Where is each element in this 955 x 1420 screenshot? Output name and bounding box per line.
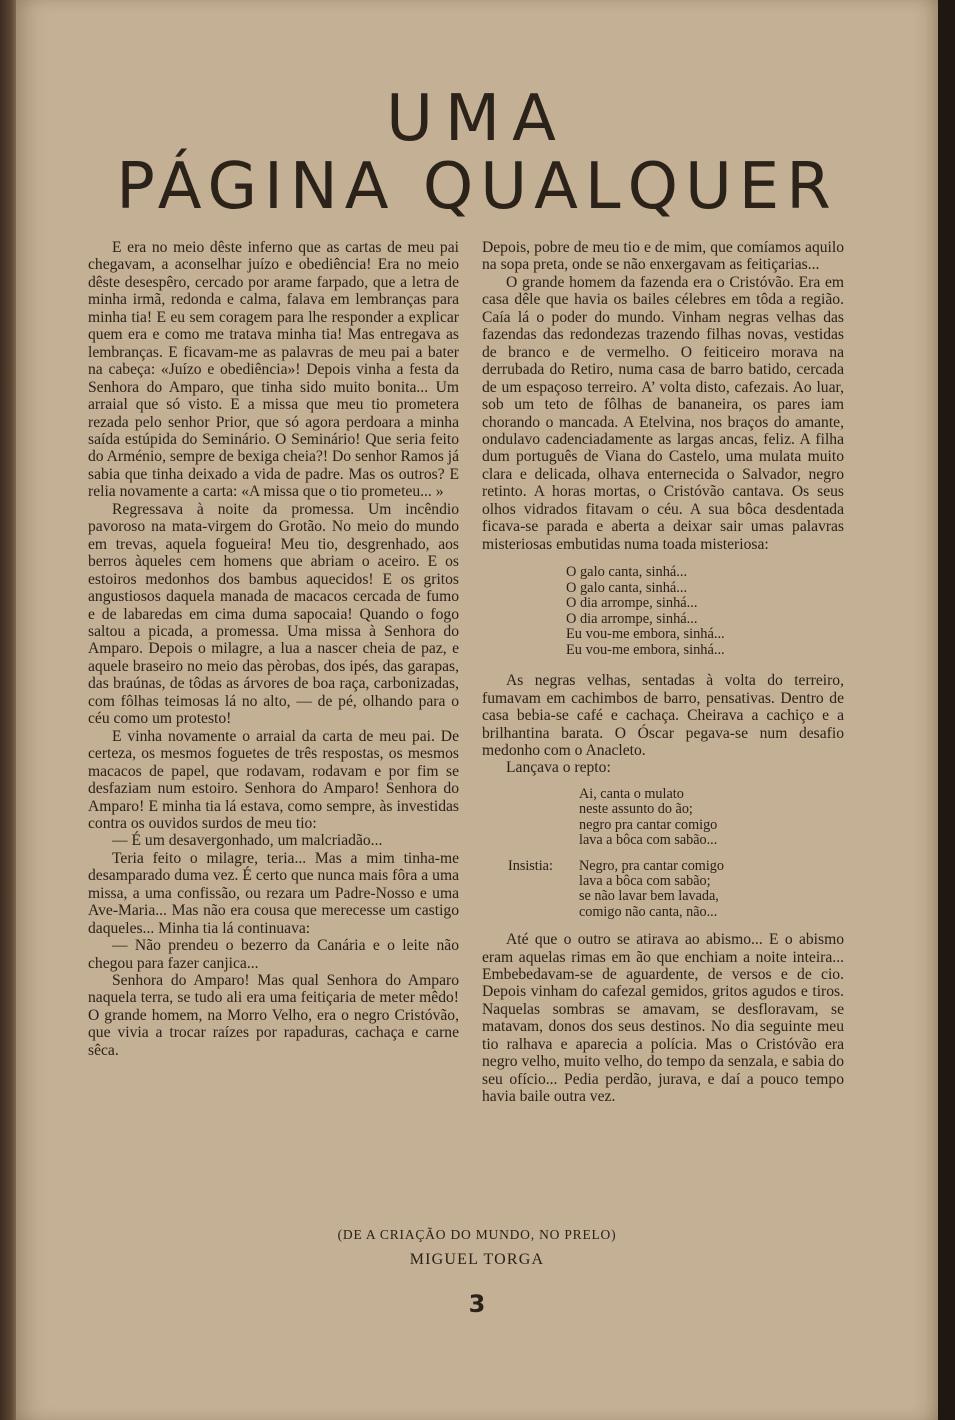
paragraph: As negras velhas, sentadas à volta do terreiro, fumavam em cachimbos de barro, pensativas. Dentro de casa bebia-se café e cachaça. Cheirava a cachiço e a brilhantina barata. O Óscar pegava-se num desafio medonho com o Anacleto.: [482, 672, 844, 759]
reply-label: Insistia:: [508, 857, 553, 874]
verse-line: Eu vou-me embora, sinhá...: [566, 641, 725, 658]
paragraph: Até que o outro se atirava ao abismo... E o abismo eram aquelas rimas em ão que enchiam a noite inteira... Embebedavam-se de aguardente, de versos e de cio. Depois vinham do cafezal gemidos, gritos agudos e tiros. Naquelas sombras se amavam, se desfloravam, se matavam, donos dos seus destinos. No dia seguinte meu tio ralhava e aparecia a polícia. Mas o Cristóvão era negro velho, muito velho, do tempo da senzala, e sabia do seu ofício... Pedia perdão, jurava, e daí a pouco tempo havia baile outra vez.: [482, 931, 844, 1106]
author-name: MIGUEL TORGA: [409, 1251, 545, 1268]
paragraph: E vinha novamente o arraial da carta de meu pai. De certeza, os mesmos foguetes de três respostas, os mesmos macacos de papel, que rodavam, rodavam e por fim se desfaziam num estoiro. Senhora do Amparo! Senhora do Amparo! E minha tia lá estava, como sempre, às investidas contra os ouvidos surdos de meu tio:: [88, 727, 459, 832]
verse-line: lava a bôca com sabão...: [579, 832, 718, 849]
title-line-1: UMA: [386, 82, 568, 156]
verse-line: comigo não canta, não...: [579, 903, 718, 920]
reply-verse: [482, 859, 844, 921]
verse-line: Negro, pra cantar comigo: [579, 857, 724, 874]
verse-line: O galo canta, sinhá...: [566, 564, 688, 581]
paragraph: Depois, pobre de meu tio e de mim, que comíamos aquilo na sopa preta, onde se não enxergavam as feitiçarias...: [482, 239, 844, 274]
paragraph: Lançava o repto:: [506, 759, 611, 777]
title-line-2: PÁGINA QUALQUER: [116, 150, 838, 224]
song-verse: [566, 565, 844, 658]
challenge-verse: [482, 787, 844, 849]
paragraph: E era no meio dêste inferno que as cartas de meu pai chegavam, a aconselhar juízo e obediência! Era no meio dêste desespêro, cercado por arame farpado, que a letra de minha irmã, redonda e calma, falava em lembranças para minha tia! E eu sem coragem para lhe responder a explicar quem era e como me tratava minha tia! Mas entregava as lembranças. E ficavam-me as palavras de meu pai a bater na cabeça: «Juízo e obediência»! Depois vinha a festa da Senhora do Amparo, que tinha sido muito bonita... Um arraial que só visto. E a missa que meu tio prometera rezada pelo senhor Prior, que só agora perdoara a minha saída estúpida do Seminário. O Seminário! Que seria feito do Arménio, sempre de bexiga cheia?! Do senhor Ramos já sabia que tinha deixado a vida de padre. Mas os outros? E relia novamente a carta: «A missa que o tio prometeu... »: [88, 239, 459, 501]
page: [16, 0, 938, 1420]
paragraph: Teria feito o milagre, teria... Mas a mim tinha-me desamparado duma vez. É certo que nunca mais fôra a uma missa, a uma confissão, ou rezara um Padre-Nosso e uma Ave-Maria... Mas não era cousa que merecesse um castigo daqueles... Minha tia lá continuava:: [88, 849, 459, 937]
verse-line: O galo canta, sinhá...: [566, 579, 688, 596]
verse-line: lava a bôca com sabão;: [579, 872, 711, 889]
column-left: [88, 239, 459, 1059]
verse-line: O dia arrompe, sinhá...: [566, 610, 698, 627]
verse-line: se não lavar bem lavada,: [579, 888, 719, 905]
verse-line: Ai, canta o mulato: [579, 785, 684, 802]
paragraph: Senhora do Amparo! Mas qual Senhora do Amparo naquela terra, se tudo ali era uma feitiçaria de meter mêdo! O grande homem, na Morro Velho, era o negro Cristóvão, que vivia a trocar raízes por rapaduras, cachaça e carne sêca.: [88, 972, 459, 1059]
page-number: 3: [468, 1290, 486, 1318]
verse-line: negro pra cantar comigo: [579, 816, 718, 833]
paragraph: O grande homem da fazenda era o Cristóvão. Era em casa dêle que havia os bailes célebres em tôda a região. Caía lá o poder do mundo. Vinham negras velhas das fazendas das redondezas trazendo filhas novas, vestidas de branco e de vermelho. O feiticeiro morava na derrubada do Retiro, numa casa de barro batido, cercada de um espaçoso terreiro. A’ volta disto, cafezais. Ao luar, sob um teto de fôlhas de bananeira, os pares iam chorando o mancada. A Etelvina, nos braços do amante, ondulavo cadenciadamente as largas ancas, feliz. A filha dum português de Viana do Castelo, uma mulata muito clara e delicada, olhava enternecida o Salvador, negro retinto. A horas mortas, o Cristóvão cantava. Os seus olhos vidrados fitavam o céu. A sua bôca desdentada ficava-se parada e aberta a deixar sair umas palavras misteriosas embutidas numa toada misteriosa:: [482, 273, 844, 553]
verse-line: Eu vou-me embora, sinhá...: [566, 626, 725, 643]
source-note: (DE A CRIAÇÃO DO MUNDO, NO PRELO): [337, 1227, 617, 1242]
paragraph: Regressava à noite da promessa. Um incêndio pavoroso na mata-virgem do Grotão. No meio do mundo em trevas, aquela fogueira! Meu tio, desgrenhado, aos berros àqueles cem homens que abriam o aceiro. E os estoiros medonhos dos bambus aquecidos! E os gritos angustiosos daquela manada de macacos cercada de fumo e de labaredas em cima duma sapocaia! Quando o fogo saltou a picada, a promessa. Uma missa à Senhora do Amparo. Depois o milagre, a lua a nascer cheia de paz, e aquele braseiro no meio das pèrobas, dos ipés, das garapas, das braúnas, de tôdas as árvores de boa raça, carbonizadas, com fôlhas teimosas lá no alto, — de pé, olhando para o céu como um protesto!: [88, 500, 459, 728]
column-right: [482, 239, 844, 1106]
dialogue-line: — É um desavergonhado, um malcriadão...: [112, 832, 383, 850]
verse-line: O dia arrompe, sinhá...: [566, 595, 698, 612]
dialogue-line: — Não prendeu o bezerro da Canária e o leite não chegou para fazer canjica...: [88, 937, 459, 972]
verse-line: neste assunto do ão;: [579, 801, 693, 818]
